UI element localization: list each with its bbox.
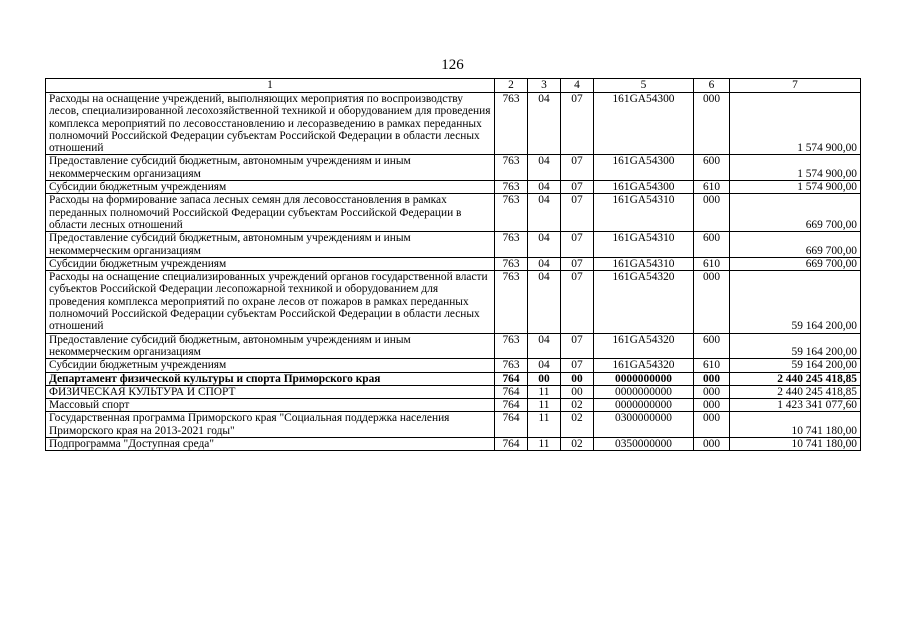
row-amount-cell: 669 700,00: [730, 257, 861, 270]
row-amount-cell: 59 164 200,00: [730, 359, 861, 372]
row-grbs-cell: 764: [495, 385, 528, 398]
row-target-article-cell: 0300000000: [594, 412, 694, 438]
row-expense-type-cell: 000: [694, 372, 730, 385]
row-expense-type-cell: 000: [694, 271, 730, 333]
row-grbs-cell: 764: [495, 399, 528, 412]
row-target-article-cell: 161GA54310: [594, 257, 694, 270]
row-subsection-cell: 07: [561, 93, 594, 155]
row-section-cell: 11: [528, 399, 561, 412]
row-target-article-cell: 161GA54310: [594, 194, 694, 232]
row-amount-cell: 1 574 900,00: [730, 181, 861, 194]
row-amount-cell: 59 164 200,00: [730, 271, 861, 333]
table-row: [46, 271, 861, 333]
row-expense-type-cell: 000: [694, 412, 730, 438]
row-target-article-cell: 0000000000: [594, 385, 694, 398]
row-section-cell: 04: [528, 155, 561, 181]
table-row: [46, 194, 861, 232]
row-section-cell: 04: [528, 93, 561, 155]
row-section-cell: 00: [528, 372, 561, 385]
row-amount-cell: 1 574 900,00: [730, 155, 861, 181]
row-target-article-cell: 161GA54300: [594, 155, 694, 181]
header-cell: 3: [528, 79, 561, 93]
row-grbs-cell: 763: [495, 155, 528, 181]
table-row: [46, 155, 861, 181]
row-subsection-cell: 07: [561, 155, 594, 181]
header-cell: 7: [730, 79, 861, 93]
row-amount-cell: 669 700,00: [730, 194, 861, 232]
row-subsection-cell: 02: [561, 399, 594, 412]
row-target-article-cell: 0000000000: [594, 399, 694, 412]
row-expense-type-cell: 000: [694, 194, 730, 232]
table-row: [46, 438, 861, 451]
header-cell: 2: [495, 79, 528, 93]
row-grbs-cell: 763: [495, 93, 528, 155]
row-subsection-cell: 07: [561, 194, 594, 232]
row-name-cell: Подпрограмма "Доступная среда": [46, 438, 495, 451]
row-section-cell: 04: [528, 194, 561, 232]
row-subsection-cell: 00: [561, 372, 594, 385]
row-expense-type-cell: 000: [694, 438, 730, 451]
row-section-cell: 04: [528, 333, 561, 359]
page-number: 126: [441, 57, 464, 73]
row-name-cell: Государственная программа Приморского края "Социальная поддержка населения Приморского края на 2013-2021 годы": [46, 412, 495, 438]
table-row: [46, 257, 861, 270]
row-expense-type-cell: 000: [694, 399, 730, 412]
row-amount-cell: 2 440 245 418,85: [730, 385, 861, 398]
row-name-cell: Предоставление субсидий бюджетным, автономным учреждениям и иным некоммерческим организациям: [46, 155, 495, 181]
row-section-cell: 11: [528, 385, 561, 398]
row-expense-type-cell: 610: [694, 257, 730, 270]
row-amount-cell: 10 741 180,00: [730, 412, 861, 438]
row-subsection-cell: 07: [561, 257, 594, 270]
row-expense-type-cell: 600: [694, 155, 730, 181]
header-cell: 1: [46, 79, 495, 93]
table-row: [46, 181, 861, 194]
table-row: [46, 372, 861, 385]
row-expense-type-cell: 000: [694, 385, 730, 398]
row-name-cell: Департамент физической культуры и спорта Приморского края: [46, 372, 495, 385]
row-target-article-cell: 0000000000: [594, 372, 694, 385]
row-target-article-cell: 161GA54310: [594, 232, 694, 258]
row-grbs-cell: 763: [495, 271, 528, 333]
table-row: [46, 385, 861, 398]
row-amount-cell: 10 741 180,00: [730, 438, 861, 451]
row-name-cell: Субсидии бюджетным учреждениям: [46, 181, 495, 194]
header-cell: 6: [694, 79, 730, 93]
row-grbs-cell: 764: [495, 412, 528, 438]
row-section-cell: 04: [528, 181, 561, 194]
table-row: [46, 359, 861, 372]
row-section-cell: 04: [528, 359, 561, 372]
row-name-cell: Расходы на оснащение учреждений, выполняющих мероприятия по воспроизводству лесов, специализированной лесохозяйственной техникой и оборудованием для проведения комплекса мероприятий по лесовосстановлению и лесоразведению в рамках переданных полномочий Российской Федерации субъектам Российской Федерации в области лесных отношений: [46, 93, 495, 155]
row-target-article-cell: 161GA54320: [594, 271, 694, 333]
table-row: [46, 232, 861, 258]
row-name-cell: Массовый спорт: [46, 399, 495, 412]
row-section-cell: 11: [528, 412, 561, 438]
row-section-cell: 04: [528, 257, 561, 270]
row-target-article-cell: 161GA54320: [594, 359, 694, 372]
row-amount-cell: 59 164 200,00: [730, 333, 861, 359]
row-grbs-cell: 763: [495, 257, 528, 270]
row-grbs-cell: 763: [495, 232, 528, 258]
row-subsection-cell: 07: [561, 359, 594, 372]
row-amount-cell: 669 700,00: [730, 232, 861, 258]
row-subsection-cell: 07: [561, 181, 594, 194]
row-subsection-cell: 02: [561, 412, 594, 438]
row-name-cell: Предоставление субсидий бюджетным, автономным учреждениям и иным некоммерческим организациям: [46, 333, 495, 359]
row-target-article-cell: 161GA54300: [594, 181, 694, 194]
row-grbs-cell: 764: [495, 438, 528, 451]
row-grbs-cell: 763: [495, 194, 528, 232]
table-row: [46, 412, 861, 438]
row-expense-type-cell: 000: [694, 93, 730, 155]
row-target-article-cell: 0350000000: [594, 438, 694, 451]
row-section-cell: 11: [528, 438, 561, 451]
row-subsection-cell: 07: [561, 232, 594, 258]
row-expense-type-cell: 610: [694, 181, 730, 194]
row-subsection-cell: 02: [561, 438, 594, 451]
table-row: [46, 333, 861, 359]
row-name-cell: Предоставление субсидий бюджетным, автономным учреждениям и иным некоммерческим организациям: [46, 232, 495, 258]
budget-table: [45, 78, 861, 451]
row-target-article-cell: 161GA54300: [594, 93, 694, 155]
table-row: [46, 399, 861, 412]
row-subsection-cell: 00: [561, 385, 594, 398]
row-section-cell: 04: [528, 271, 561, 333]
row-expense-type-cell: 610: [694, 359, 730, 372]
row-grbs-cell: 763: [495, 181, 528, 194]
row-amount-cell: 2 440 245 418,85: [730, 372, 861, 385]
row-section-cell: 04: [528, 232, 561, 258]
row-name-cell: Субсидии бюджетным учреждениям: [46, 359, 495, 372]
row-grbs-cell: 764: [495, 372, 528, 385]
row-name-cell: Расходы на оснащение специализированных учреждений органов государственной власти субъектов Российской Федерации лесопожарной техникой и оборудованием для проведения комплекса мероприятий по охране лесов от пожаров в рамках переданных полномочий Российской Федерации субъектам Российской Федерации в области лесных отношений: [46, 271, 495, 333]
row-target-article-cell: 161GA54320: [594, 333, 694, 359]
table-row: [46, 93, 861, 155]
row-subsection-cell: 07: [561, 271, 594, 333]
row-expense-type-cell: 600: [694, 333, 730, 359]
row-name-cell: Расходы на формирование запаса лесных семян для лесовосстановления в рамках переданных полномочий Российской Федерации субъектам Российской Федерации в области лесных отношений: [46, 194, 495, 232]
row-amount-cell: 1 423 341 077,60: [730, 399, 861, 412]
row-subsection-cell: 07: [561, 333, 594, 359]
header-cell: 4: [561, 79, 594, 93]
header-cell: 5: [594, 79, 694, 93]
row-name-cell: Субсидии бюджетным учреждениям: [46, 257, 495, 270]
row-amount-cell: 1 574 900,00: [730, 93, 861, 155]
row-grbs-cell: 763: [495, 359, 528, 372]
row-name-cell: ФИЗИЧЕСКАЯ КУЛЬТУРА И СПОРТ: [46, 385, 495, 398]
row-grbs-cell: 763: [495, 333, 528, 359]
table-header-row: [46, 79, 861, 93]
row-expense-type-cell: 600: [694, 232, 730, 258]
